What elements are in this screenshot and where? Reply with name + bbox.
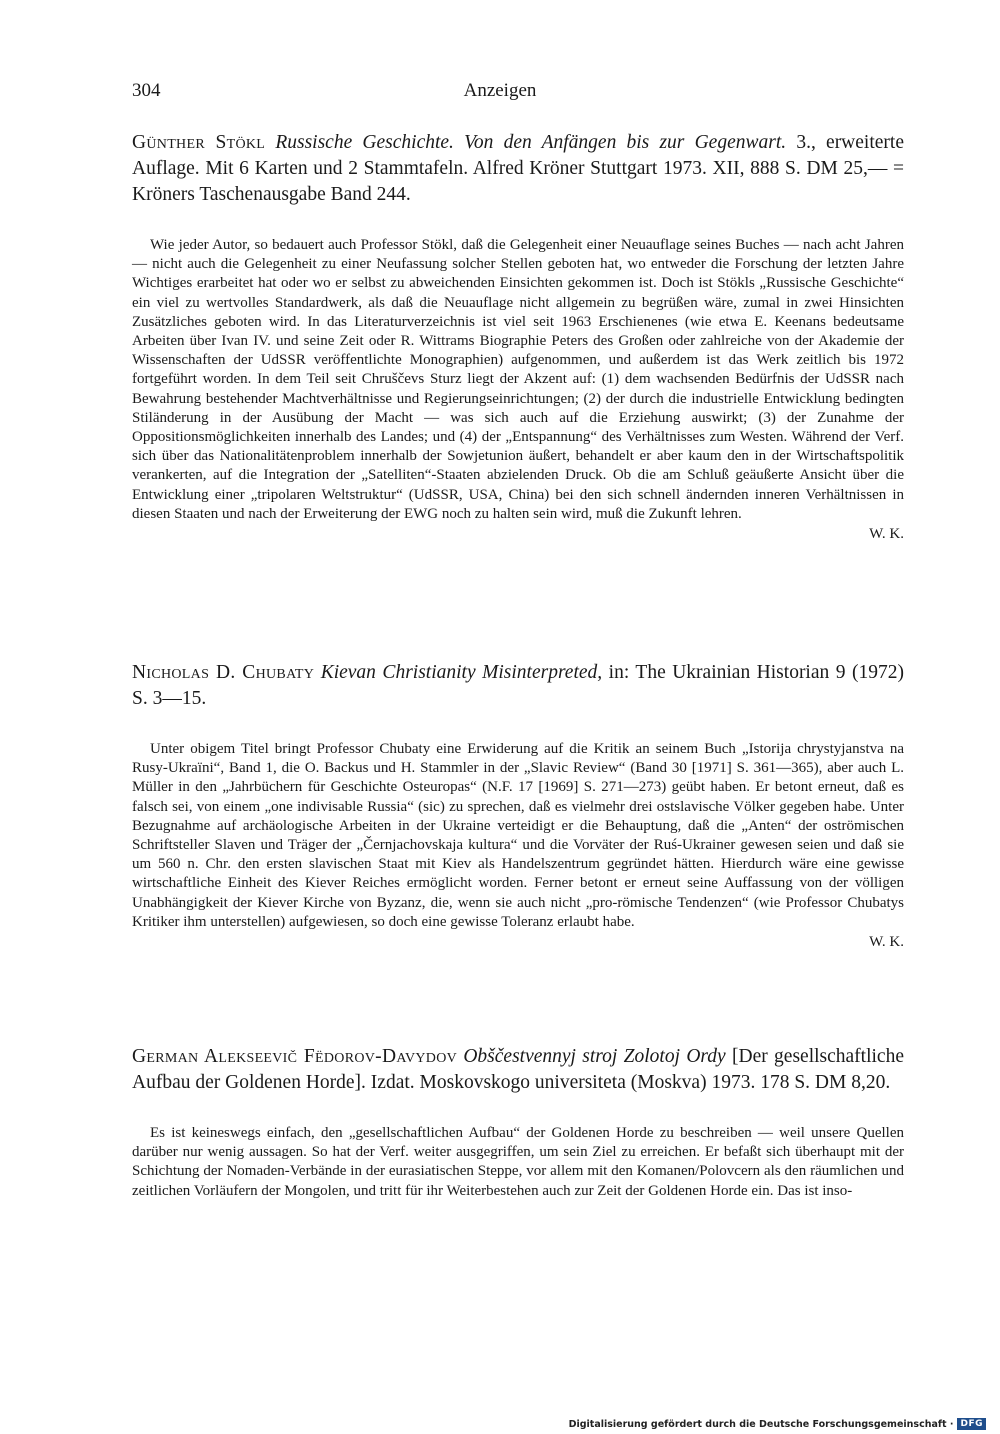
entry-details: [Der gesellschaftliche Aufbau der Goldenen Horde]. Izdat. Moskovskogo universiteta (Moskva) 1973. 178 S. DM 8,20. [132, 1046, 904, 1093]
entry-work-title: Russische Geschichte. Von den Anfängen bis zur Gegenwart. [275, 132, 787, 153]
entry-body: Es ist keineswegs einfach, den „gesellschaftlichen Aufbau“ der Goldenen Horde zu beschreiben — weil unsere Quellen darüber nur wenig aussagen. So hat der Verf. weiter ausgegriffen, um sein Ziel zu erreichen. Er befaßt sich überhaupt mit der Schichtung der Nomaden-Verbände in der eurasiatischen Steppe, vor allem mit den Komanen/Polovcern als den räumlichen und zeitlichen Vorläufern der Mongolen, und tritt für ihr Weiterbestehen auch zur Zeit der Goldenen Horde ein. Das ist inso- [132, 1125, 904, 1199]
entry-body: Wie jeder Autor, so bedauert auch Professor Stökl, daß die Gelegenheit einer Neuauflage seines Buches — nach acht Jahren — nicht auch die Gelegenheit zu einer Neufassung solcher Stellen geboten hat, wo entweder die Forschung der letzten Jahre Wichtiges erarbeitet hat oder wo er selbst zu abweichenden Einsichten gekommen ist. Doch ist Stökls „Russische Geschichte“ ein viel zu wertvolles Standardwerk, als daß die Neuauflage nicht allgemein zu begrüßen wäre, zumal in zwei Hinsichten Zusätzliches geboten wird. In das Literaturverzeichnis ist viel seit 1963 Erschienenes (wie etwa E. Keenans bedeutsame Arbeiten über Ivan IV. und seine Zeit oder R. Wittrams Biographie Peters des Großen oder zahlreiche von der Akademie der Wissenschaften der UdSSR veröffentlichte Monographien) aufgenommen, und außerdem ist das Werk zeitlich bis 1972 fortgeführt worden. In dem Teil seit Chruščevs Sturz liegt der Akzent auf: (1) dem wachsenden Bedürfnis der UdSSR nach Bewahrung bestehender Machtverhältnisse und Regierungseinrichtungen; (2) der durch die industrielle Entwicklung bedingten Stiländerung in der Ausübung der Macht — was sich auch auf die Erziehung auswirkt; (3) der Zunahme der Oppositionsmöglichkeiten innerhalb des Landes; und (4) der „Entspannung“ des Verhältnisses zum Westen. Während der Verf. sich über das Nationalitätenproblem innerhalb der Sowjetunion äußert, behandelt er aber kaum den in der Wirtschaftspolitik verankerten, auf die Integration der „Satelliten“-Staaten abzielenden Druck. Ob die am Schluß geäußerte Ansicht über die Entwicklung einer „tripolaren Weltstruktur“ (UdSSR, USA, China) bei den sich schnell ändernden inneren Verhältnissen in diesen Staaten und nach der Erweiterung der EWG noch zu halten sein wird, muß die Zukunft lehren. [132, 237, 904, 522]
entry-details: in: The Ukrainian Historian 9 (1972) S. 3—15. [132, 662, 904, 709]
dfg-logo: DFG [957, 1418, 986, 1430]
entry-title [132, 660, 904, 712]
entry-body: Unter obigem Titel bringt Professor Chubaty eine Erwiderung auf die Kritik an seinem Buch „Istorija chrystyjanstva na Rusy-Ukraïni“, Band 1, die O. Backus und H. Stammler in der „Slavic Review“ (Band 30 [1971] S. 361—365), aber auch L. Müller in den „Jahrbüchern für Geschichte Osteuropas“ (N.F. 17 [1969] S. 271—273) geübt haben. Er betont erneut, daß es falsch sei, von einem „one indivisable Russia“ (sic) zu sprechen, daß es vielmehr drei ostslavische Völker gegeben habe. Unter Bezugnahme auf archäologische Arbeiten in der Ukraine verteidigt er die Behauptung, daß die „Anten“ der oströmischen Schriftsteller Slaven und Träger der „Černjachovskaja kultura“ und die Vorväter der Ruś-Ukrainer gewesen seien und daß sie um 560 n. Chr. den ersten slavischen Staat mit Kiev als Handelszentrum gegründet hätten. Hierdurch wäre eine gewisse wirtschaftliche Einheit des Kiever Reiches ermöglicht worden. Ferner betont er erneut seine Auffassung von der völligen Unabhängigkeit der Kiever Kirche von Byzanz, die, wenn sie auch nicht „pro-römische Tendenzen“ (wie Professor Chubatys Kritiker ihm unterstellen) aufgewiesen, so doch eine gewisse Toleranz erlaubt habe. [132, 741, 904, 930]
footer-text: Digitalisierung gefördert durch die Deutsche Forschungsgemeinschaft · [568, 1418, 954, 1430]
review-entry-2 [132, 660, 904, 951]
entry-title [132, 130, 904, 208]
entry-author: Günther Stökl [132, 132, 266, 153]
entry-details: 3., erweiterte Auflage. Mit 6 Karten und 2 Stammtafeln. Alfred Kröner Stuttgart 1973. XII, 888 S. DM 25,— = Kröners Taschenausgabe Band 244. [132, 132, 904, 205]
review-entry-1 [132, 130, 904, 543]
digitization-footer [569, 1418, 986, 1430]
entry-work-title: Obščestvennyj stroj Zolotoj Ordy [463, 1046, 726, 1067]
entry-signature: W. K. [869, 526, 904, 543]
page-number: 304 [132, 80, 161, 101]
entry-author: Nicholas D. Chubaty [132, 662, 315, 683]
review-entry-3 [132, 1044, 904, 1201]
entry-work-title: Kievan Christianity Misinterpreted, [320, 662, 603, 683]
running-head: Anzeigen [463, 80, 537, 101]
entry-author: German Alekseevič Fëdorov-Davydov [132, 1046, 458, 1067]
entry-signature: W. K. [869, 934, 904, 951]
entry-title [132, 1044, 904, 1096]
